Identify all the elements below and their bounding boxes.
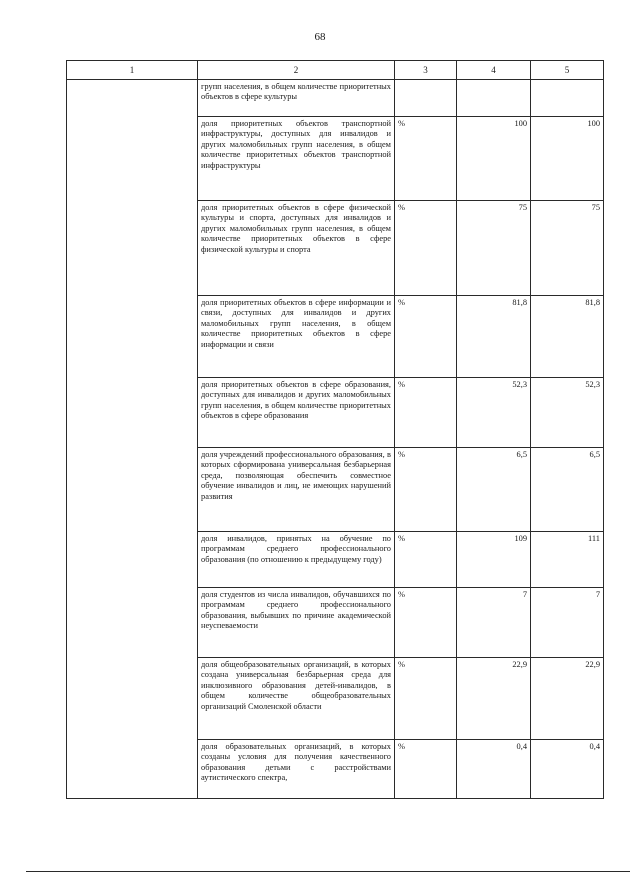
value-col5: 111 [531,532,604,588]
value-col5 [531,80,604,117]
unit-cell: % [395,740,457,799]
value-col5: 75 [531,201,604,296]
indicator-description: доля образовательных организаций, в которых созданы условия для получения качественного образования детьми с расстройствами аутистического спектра, [198,740,395,799]
value-col5: 7 [531,588,604,658]
column-header: 4 [457,61,531,80]
indicator-table [66,60,604,799]
unit-cell: % [395,532,457,588]
value-col4: 109 [457,532,531,588]
indicator-description: доля приоритетных объектов транспортной инфраструктуры, доступных для инвалидов и других маломобильных групп населения, в общем количестве приоритетных объектов транспортной инфраструктуры [198,117,395,201]
unit-cell: % [395,448,457,532]
value-col4: 81,8 [457,296,531,378]
unit-cell: % [395,201,457,296]
indicator-description: доля приоритетных объектов в сфере образования, доступных для инвалидов и других маломобильных групп населения, в общем количестве приоритетных объектов в сфере образования [198,378,395,448]
indicator-description: групп населения, в общем количестве приоритетных объектов в сфере культуры [198,80,395,117]
value-col4: 100 [457,117,531,201]
unit-cell: % [395,588,457,658]
indicator-description: доля студентов из числа инвалидов, обучавшихся по программам среднего профессионального образования, выбывших по причине академической неуспеваемости [198,588,395,658]
indicator-description: доля общеобразовательных организаций, в которых создана универсальная безбарьерная среда для инклюзивного образования детей-инвалидов, в общем количестве общеобразовательных организаций Смоленской области [198,658,395,740]
value-col4: 22,9 [457,658,531,740]
column-header: 5 [531,61,604,80]
column-header: 3 [395,61,457,80]
indicator-description: доля приоритетных объектов в сфере информации и связи, доступных для инвалидов и других маломобильных групп населения, в общем количестве приоритетных объектов в сфере информации и связи [198,296,395,378]
bottom-rule [26,871,630,872]
unit-cell: % [395,296,457,378]
value-col4: 6,5 [457,448,531,532]
value-col5: 22,9 [531,658,604,740]
indicator-description: доля приоритетных объектов в сфере физической культуры и спорта, доступных для инвалидов и других маломобильных групп населения, в общем количестве приоритетных объектов в сфере физической культуры и спорта [198,201,395,296]
value-col5: 81,8 [531,296,604,378]
indicator-description: доля учреждений профессионального образования, в которых сформирована универсальная безбарьерная среда, позволяющая обеспечить совместное обучение инвалидов и лиц, не имеющих нарушений развития [198,448,395,532]
value-col5: 6,5 [531,448,604,532]
value-col4: 75 [457,201,531,296]
value-col4: 7 [457,588,531,658]
value-col5: 52,3 [531,378,604,448]
unit-cell: % [395,378,457,448]
column-header: 1 [67,61,198,80]
merged-first-column-cell [67,80,198,799]
page-number: 68 [314,31,326,43]
value-col4 [457,80,531,117]
table-header-row [67,61,604,80]
value-col5: 0,4 [531,740,604,799]
unit-cell [395,80,457,117]
indicator-description: доля инвалидов, принятых на обучение по программам среднего профессионального образования (по отношению к предыдущему году) [198,532,395,588]
column-header: 2 [198,61,395,80]
unit-cell: % [395,117,457,201]
unit-cell: % [395,658,457,740]
table-row [67,80,604,117]
value-col5: 100 [531,117,604,201]
value-col4: 52,3 [457,378,531,448]
value-col4: 0,4 [457,740,531,799]
